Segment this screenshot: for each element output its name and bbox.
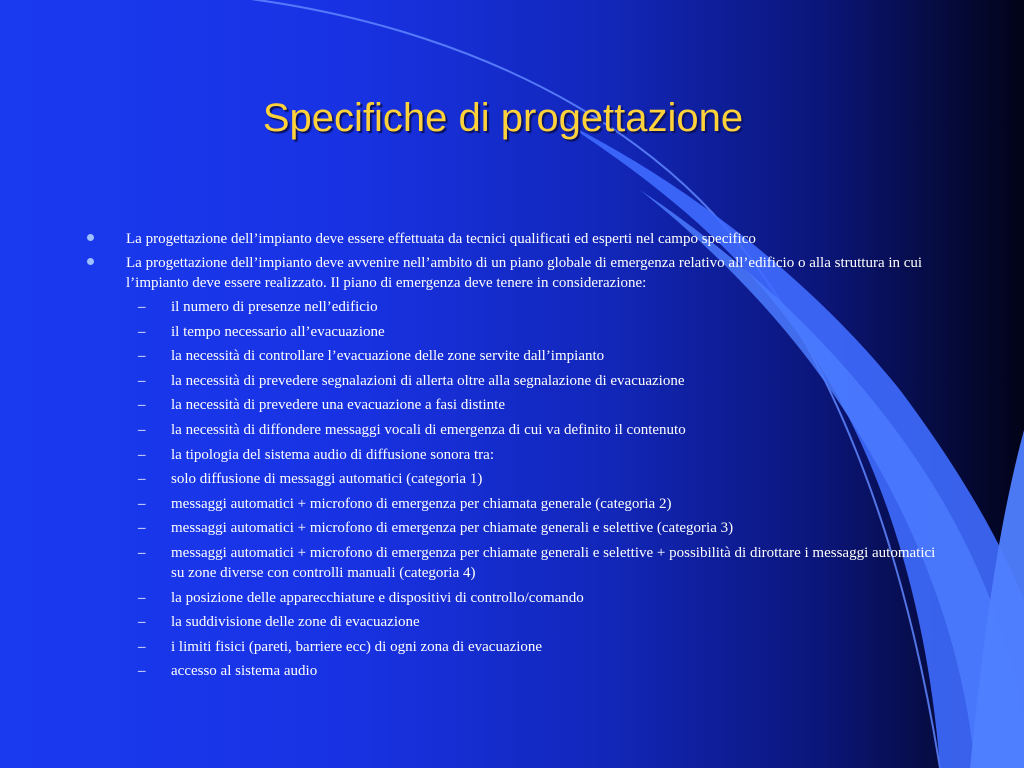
dash-icon: – [138, 589, 146, 606]
bullet-item [86, 253, 936, 293]
bullet-text: La progettazione dell’impianto deve avvenire nell’ambito di un piano globale di emergenza relativo all’edificio o alla struttura in cui l’impianto deve essere realizzato. Il piano di emergenza deve tenere in considerazione: [126, 255, 923, 291]
dash-icon: – [138, 520, 146, 537]
bullet-text: La progettazione dell’impianto deve essere effettuata da tecnici qualificati ed esperti nel campo specifico [126, 231, 756, 247]
dash-icon: – [138, 638, 146, 655]
sub-item-text: messaggi automatici + microfono di emergenza per chiamata generale (categoria 2) [171, 495, 672, 512]
sub-item-text: la necessità di controllare l’evacuazione delle zone servite dall’impianto [171, 348, 605, 365]
sub-item [86, 469, 936, 489]
dash-icon: – [138, 446, 146, 463]
sub-item-text: la necessità di prevedere una evacuazione a fasi distinte [171, 397, 506, 414]
sub-item [86, 518, 936, 538]
dash-icon: – [138, 397, 146, 414]
sub-item [86, 297, 936, 317]
sub-item-text: la suddivisione delle zone di evacuazione [171, 614, 420, 631]
sub-item [86, 494, 936, 514]
sub-item-text: messaggi automatici + microfono di emergenza per chiamate generali e selettive (categoria 3) [171, 520, 734, 537]
sub-item [86, 612, 936, 632]
sub-item [86, 588, 936, 608]
dash-icon: – [138, 614, 146, 631]
bullet-dot-icon [87, 258, 94, 265]
dash-icon: – [138, 348, 146, 365]
sub-item [86, 661, 936, 681]
sub-list [86, 297, 936, 681]
sub-item [86, 637, 936, 657]
sub-item-text: accesso al sistema audio [171, 663, 318, 680]
dash-icon: – [138, 471, 146, 488]
sub-item [86, 420, 936, 440]
dash-icon: – [138, 544, 146, 561]
sub-item-text: la necessità di diffondere messaggi vocali di emergenza di cui va definito il contenuto [171, 421, 686, 438]
dash-icon: – [138, 421, 146, 438]
sub-item-text: il tempo necessario all’evacuazione [171, 323, 385, 340]
sub-item [86, 543, 936, 583]
sub-item [86, 322, 936, 342]
dash-icon: – [138, 323, 146, 340]
slide-title: Specifiche di progettazione [262, 96, 744, 140]
dash-icon: – [138, 372, 146, 389]
bullet-dot-icon [87, 234, 94, 241]
sub-item-text: i limiti fisici (pareti, barriere ecc) di ogni zona di evacuazione [171, 638, 543, 655]
sub-item [86, 395, 936, 415]
sub-item-text: la necessità di prevedere segnalazioni di allerta oltre alla segnalazione di evacuazione [171, 372, 685, 389]
dash-icon: – [138, 495, 146, 512]
sub-item-text: la posizione delle apparecchiature e dispositivi di controllo/comando [171, 589, 584, 606]
sub-item-text: messaggi automatici + microfono di emergenza per chiamate generali e selettive + possibilità di dirottare i messaggi automatici su zone diverse con controlli manuali (categoria 4) [171, 544, 936, 581]
dash-icon: – [138, 663, 146, 680]
dash-icon: – [138, 299, 146, 315]
sub-item-text: la tipologia del sistema audio di diffusione sonora tra: [171, 446, 494, 463]
bullet-item [86, 229, 936, 249]
sub-item [86, 445, 936, 465]
sub-item [86, 371, 936, 391]
sub-item-text: solo diffusione di messaggi automatici (categoria 1) [171, 471, 483, 488]
sub-item [86, 346, 936, 366]
sub-item-text: il numero di presenze nell’edificio [171, 299, 378, 315]
slide-body [86, 229, 936, 686]
